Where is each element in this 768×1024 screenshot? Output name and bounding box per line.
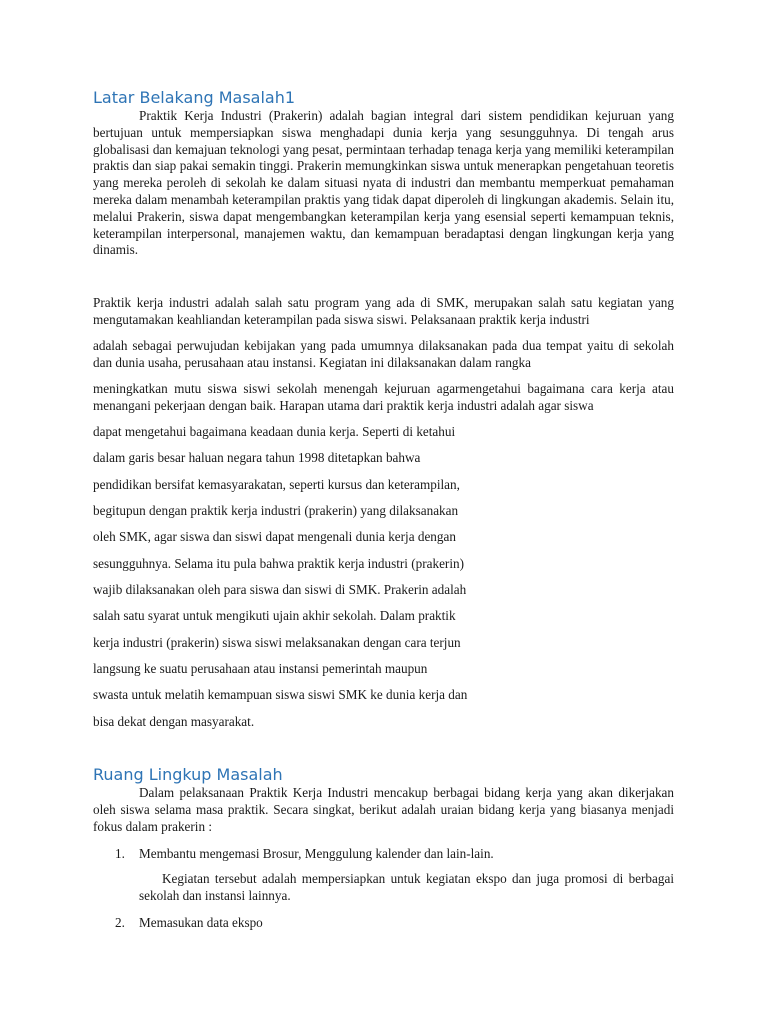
text-line: salah satu syarat untuk mengikuti ujain akhir sekolah. Dalam praktik [93,608,456,623]
text-line: langsung ke suatu perusahaan atau instansi pemerintah maupun [93,661,428,676]
text-line: wajib dilaksanakan oleh para siswa dan siswi di SMK. Prakerin adalah [93,582,467,597]
paragraph-ruang-lingkup: Dalam pelaksanaan Praktik Kerja Industri mencakup berbagai bidang kerja yang akan dikerjakan oleh siswa selama masa praktik. Secara singkat, berikut adalah uraian bidang kerja yang biasanya menjadi fokus dalam prakerin : [93,785,674,834]
section-heading-ruang-lingkup: Ruang Lingkup Masalah [93,765,283,784]
list-number: 1. [115,846,125,861]
text-line: sesungguhnya. Selama itu pula bahwa praktik kerja industri (prakerin) [93,556,464,571]
list-item-text: Memasukan data ekspo [139,915,263,930]
text-line: swasta untuk melatih kemampuan siswa siswi SMK ke dunia kerja dan [93,687,468,702]
section-heading-latar-belakang: Latar Belakang Masalah1 [93,88,296,107]
paragraph-kebijakan: adalah sebagai perwujudan kebijakan yang pada umumnya dilaksanakan pada dua tempat yaitu di sekolah dan dunia usaha, perusahaan atau instansi. Kegiatan ini dilaksanakan dalam rangka [93,338,674,370]
text-line: dalam garis besar haluan negara tahun 1998 ditetapkan bahwa [93,450,421,465]
paragraph-intro: Praktik Kerja Industri (Prakerin) adalah bagian integral dari sistem pendidikan kejuruan yang bertujuan untuk mempersiapkan siswa menghadapi dunia kerja yang sesungguhnya. Di tengah arus globalisasi dan kemajuan teknologi yang pesat, permintaan terhadap tenaga kerja yang memiliki keterampilan praktis dan siap pakai semakin tinggi. Prakerin memungkinkan siswa untuk menerapkan pengetahuan teoretis yang mereka peroleh di sekolah ke dalam situasi nyata di industri dan membantu memperkuat pemahaman mereka dalam menambah keterampilan praktis yang tidak dapat diperoleh di lingkungan akademis. Selain itu, melalui Prakerin, siswa dapat mengembangkan keterampilan kerja yang esensial seperti kemampuan teknis, keterampilan interpersonal, manajemen waktu, dan kemampuan beradaptasi dengan lingkungan kerja yang dinamis. [93,108,674,258]
paragraph-program: Praktik kerja industri adalah salah satu program yang ada di SMK, merupakan salah satu kegiatan yang mengutamakan keahliandan keterampilan pada siswa siswi. Pelaksanaan praktik kerja industri [93,295,674,327]
text-line: kerja industri (prakerin) siswa siswi melaksanakan dengan cara terjun [93,635,461,650]
text-line: bisa dekat dengan masyarakat. [93,714,255,729]
list-number: 2. [115,915,125,930]
text-line: begitupun dengan praktik kerja industri (prakerin) yang dilaksanakan [93,503,459,518]
text-line: pendidikan bersifat kemasyarakatan, seperti kursus dan keterampilan, [93,477,460,492]
list-item-detail: Kegiatan tersebut adalah mempersiapkan untuk kegiatan ekspo dan juga promosi di berbagai sekolah dan instansi lainnya. [139,871,674,903]
paragraph-mutu: meningkatkan mutu siswa siswi sekolah menengah kejuruan agarmengetahui bagaimana cara kerja atau menangani pekerjaan dengan baik. Harapan utama dari praktik kerja industri adalah agar siswa [93,381,674,413]
list-item-text: Membantu mengemasi Brosur, Menggulung kalender dan lain-lain. [139,846,494,861]
text-line: oleh SMK, agar siswa dan siswi dapat mengenali dunia kerja dengan [93,529,456,544]
text-line: dapat mengetahui bagaimana keadaan dunia kerja. Seperti di ketahui [93,424,456,439]
